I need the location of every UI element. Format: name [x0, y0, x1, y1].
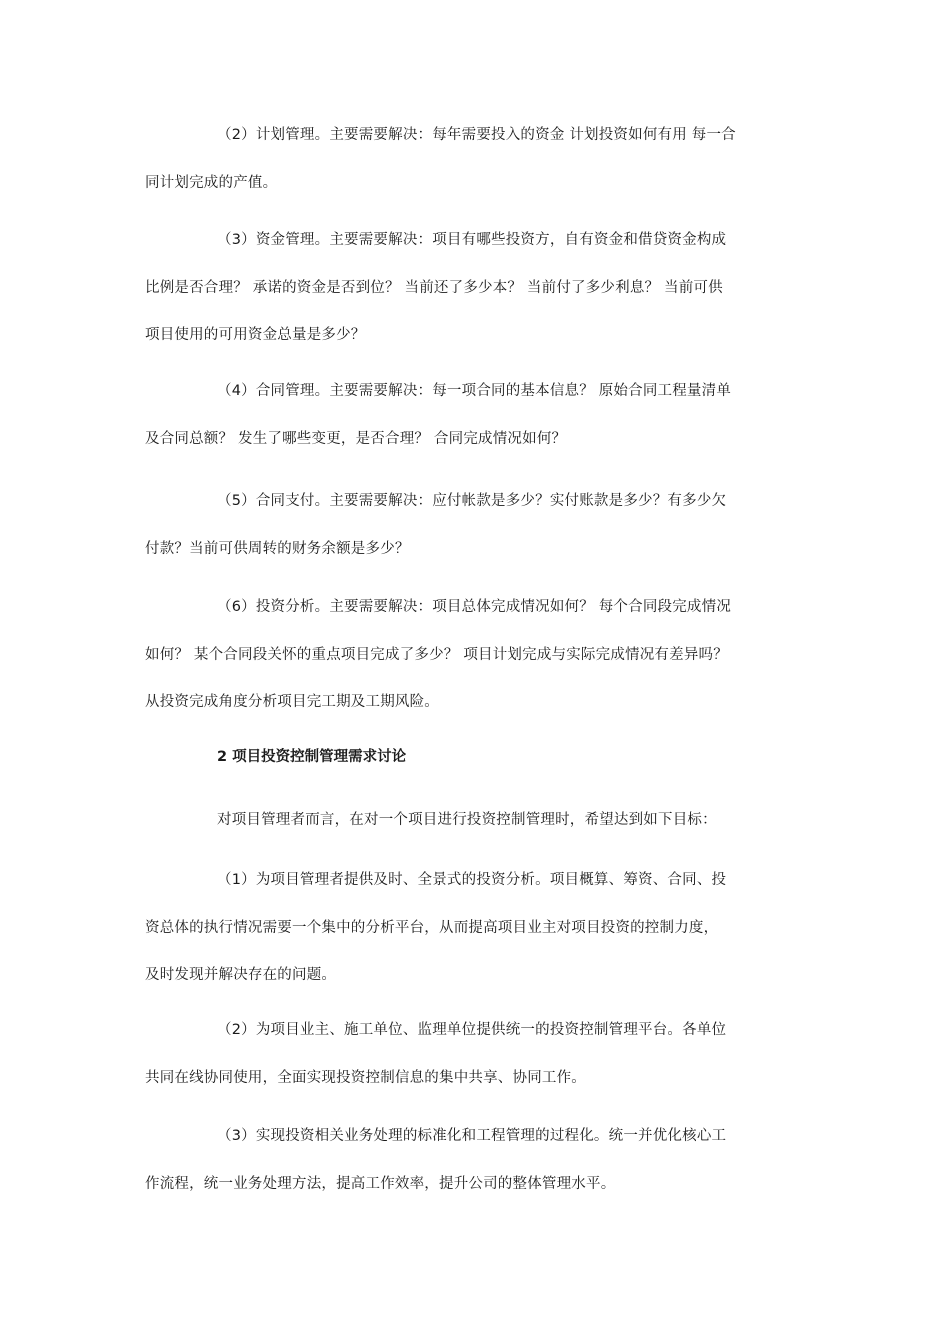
text-line: （4）合同管理。主要需要解决：每一项合同的基本信息？ 原始合同工程量清单: [217, 383, 732, 399]
text-line: （2）为项目业主、施工单位、监理单位提供统一的投资控制管理平台。各单位: [217, 1022, 727, 1038]
text-line: （6）投资分析。主要需要解决：项目总体完成情况如何？ 每个合同段完成情况: [217, 599, 732, 615]
text-line: 从投资完成角度分析项目完工期及工期风险。: [145, 694, 439, 710]
text-line: 同计划完成的产值。: [145, 174, 278, 191]
paragraph-goal-3: [145, 1113, 810, 1208]
text-line: （3）资金管理。主要需要解决：项目有哪些投资方，自有资金和借贷资金构成: [217, 232, 727, 248]
text-line: （3）实现投资相关业务处理的标准化和工程管理的过程化。统一并优化核心工: [217, 1128, 727, 1144]
text-line: （1）为项目管理者提供及时、全景式的投资分析。项目概算、筹资、合同、投: [217, 872, 727, 888]
text-line: 对项目管理者而言，在对一个项目进行投资控制管理时，希望达到如下目标：: [217, 812, 717, 828]
paragraph-goal-1: [145, 857, 810, 1000]
text-line: （5）合同支付。主要需要解决：应付帐款是多少？实付账款是多少？有多少欠: [217, 493, 727, 509]
section-heading: 2 项目投资控制管理需求讨论: [217, 749, 407, 765]
paragraph-fund-management: [145, 217, 810, 360]
text-line: 付款？当前可供周转的财务余额是多少？: [145, 540, 410, 557]
paragraph-goal-2: [145, 1007, 810, 1102]
text-line: （2）计划管理。主要需要解决：每年需要投入的资金 计划投资如何有用 每一合: [217, 127, 736, 143]
paragraph-plan-management: [145, 112, 810, 207]
text-line: 共同在线协同使用，全面实现投资控制信息的集中共享、协同工作。: [145, 1069, 586, 1086]
paragraph-investment-analysis: [145, 584, 810, 727]
text-line: 项目使用的可用资金总量是多少？: [145, 327, 366, 343]
paragraph-intro: [145, 797, 810, 845]
text-line: 资总体的执行情况需要一个集中的分析平台，从而提高项目业主对项目投资的控制力度，: [145, 919, 719, 936]
text-line: 及时发现并解决存在的问题。: [145, 967, 337, 983]
paragraph-contract-payment: [145, 478, 810, 573]
text-line: 如何？ 某个合同段关怀的重点项目完成了多少？ 项目计划完成与实际完成情况有差异吗？: [145, 646, 728, 663]
paragraph-contract-management: [145, 368, 810, 463]
text-line: 及合同总额？ 发生了哪些变更，是否合理？ 合同完成情况如何？: [145, 430, 567, 447]
text-line: 比例是否合理？ 承诺的资金是否到位？ 当前还了多少本？ 当前付了多少利息？ 当前可供: [145, 279, 723, 296]
text-line: 作流程，统一业务处理方法，提高工作效率，提升公司的整体管理水平。: [145, 1175, 616, 1192]
